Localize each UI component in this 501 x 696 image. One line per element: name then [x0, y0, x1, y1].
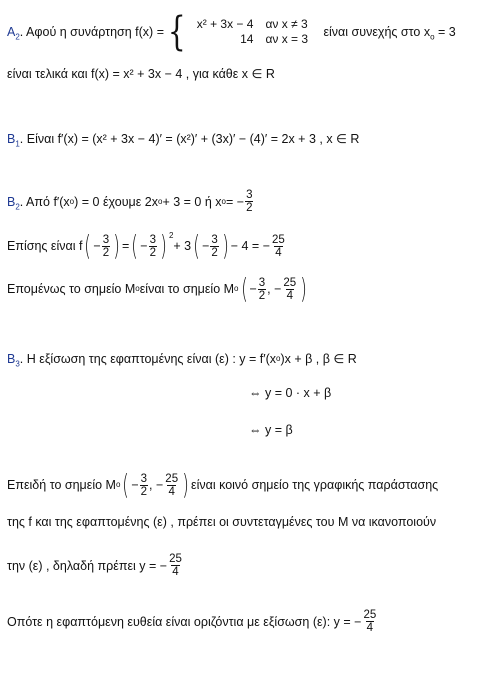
b2-line2-prefix: Επίσης είναι f: [7, 239, 83, 253]
b3-para1-b: είναι κοινό σημείο της γραφικής παράστασης: [191, 478, 439, 492]
b2-text1d: = −: [225, 194, 245, 209]
b3-eq2: [249, 423, 293, 437]
b1-line: [7, 131, 359, 146]
a2-line: [7, 9, 456, 55]
b3-label: $B_3$: [7, 351, 20, 368]
piecewise-cases: [189, 17, 319, 47]
b2-text1c: + 3 = 0 ή x: [162, 194, 222, 209]
b2-line1: $B_2$ . Από f′(x ο ) = 0 έχουμε 2x ο + 3 = 0 ή x ο = − $\frac{3}{2}$: [7, 189, 253, 214]
b2-text1b: ) = 0 έχουμε 2x: [74, 194, 158, 209]
b2-line3-prefix: Επομένως το σημείο Μ: [7, 282, 136, 296]
paren-group-3: ( − $\frac{3}{2}$ ): [193, 229, 229, 262]
case2-cond: αν x = 3: [265, 32, 309, 46]
b1-label: $B_1$: [7, 131, 20, 148]
paren-group-1: ( − $\frac{3}{2}$ ): [84, 229, 120, 262]
fraction-25-4: $\frac{25}{4}$: [272, 233, 285, 259]
b2-text1a: . Από f′(x: [19, 194, 70, 209]
b3-para3: [7, 553, 184, 578]
fraction-25-4-b: $\frac{25}{4}$: [169, 553, 182, 578]
b2-line2: [7, 229, 287, 262]
final-line: [7, 609, 378, 634]
b2-line3: Επομένως το σημείο Μ ο είναι το σημείο Μ ο ( − $\frac{3}{2}$ , − $\frac{25}{4}$ ): [7, 275, 309, 303]
paren-group-2: ( − $\frac{3}{2}$ ) $^2$: [131, 229, 174, 262]
b3-para3-a: την (ε) , δηλαδή πρέπει y = −: [7, 558, 168, 573]
piecewise-brace: {: [167, 9, 186, 55]
b2-label: $B_2$: [7, 194, 20, 211]
b3-eq1: [249, 386, 331, 400]
b1-derivative: . Είναι f′(x) = (x² + 3x − 4)′ = (x²)′ + (3x)′ − (4)′ = 2x + 3 , x ∈ R: [19, 132, 360, 146]
case1-expr: x² + 3x − 4: [196, 17, 254, 31]
a2-conclusion: είναι τελικά και f(x) = x² + 3x − 4 , για κάθε x ∈ R: [7, 67, 275, 81]
a2-continuity: είναι συνεχής στο $x_o = 3$: [323, 25, 456, 42]
b2-line3-mid: είναι το σημείο Μ: [139, 282, 235, 296]
b2-minus4: − 4 = −: [230, 239, 271, 253]
point-coords-2: ( − $\frac{3}{2}$ , − $\frac{25}{4}$ ): [122, 468, 189, 501]
b2-eq: =: [122, 239, 130, 253]
b3-text1b: )x + β , β ∈ R: [280, 352, 357, 366]
fraction-25-4-c: $\frac{25}{4}$: [363, 609, 377, 634]
final-text: Οπότε η εφαπτόμενη ευθεία είναι οριζόντια με εξίσωση (ε): y = −: [7, 614, 362, 629]
case2-expr: 14: [240, 32, 254, 46]
b3-para1: Επειδή το σημείο Μ ο ( − $\frac{3}{2}$ , − $\frac{25}{4}$ ) είναι κοινό σημείο της γραφικής παράστασης: [7, 468, 439, 501]
case1-cond: αν x ≠ 3: [265, 17, 308, 31]
b3-para2: [7, 515, 436, 529]
a2-label: $A_2$: [7, 25, 20, 42]
b3-line1: $B_3$ . Η εξίσωση της εφαπτομένης είναι (ε) : y = f′(x ο )x + β , β ∈ R: [7, 351, 357, 368]
b3-para1-a: Επειδή το σημείο Μ: [7, 478, 116, 492]
b3-eq2-text: ⇔ y = β: [249, 423, 293, 437]
b3-text1: . Η εξίσωση της εφαπτομένης είναι (ε) : y = f′(x: [19, 351, 277, 366]
b2-plus3: + 3: [173, 239, 192, 253]
b3-eq1-text: ⇔ y = 0 · x + β: [249, 386, 332, 400]
b3-para2-text: της f και της εφαπτομένης (ε) , πρέπει οι συντεταγμένες του Μ να ικανοποιούν: [7, 515, 437, 529]
fraction-3-2: $\frac{3}{2}$: [246, 189, 253, 214]
a2-intro: . Αφού η συνάρτηση f(x) =: [19, 25, 164, 39]
point-coords: ( − $\frac{3}{2}$ , − $\frac{25}{4}$ ): [240, 272, 307, 305]
a2-line2: [7, 66, 275, 81]
